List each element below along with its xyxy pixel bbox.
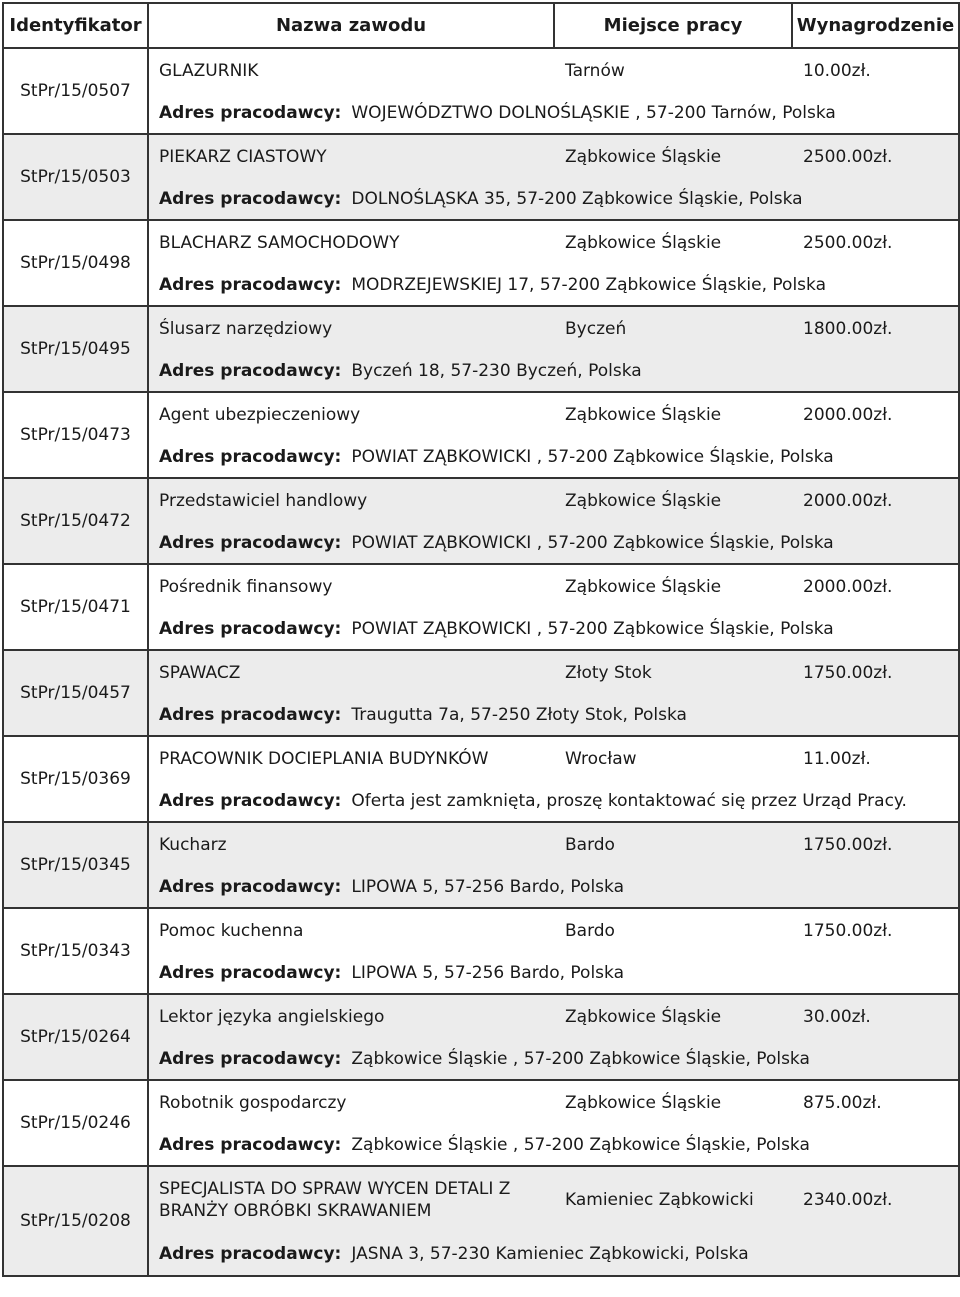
offer-details <box>148 822 959 908</box>
offer-details <box>148 1166 959 1276</box>
employer-address-label: Adres pracodawcy: <box>159 361 342 381</box>
offer-main-line <box>149 909 958 953</box>
offer-main-line <box>149 307 958 351</box>
job-row <box>3 392 959 478</box>
employer-address: Traugutta 7a, 57-250 Złoty Stok, Polska <box>351 705 687 725</box>
offer-details <box>148 392 959 478</box>
salary-value: 1750.00zł. <box>803 921 893 941</box>
occupation-name: Robotnik gospodarczy <box>159 1093 347 1113</box>
offer-main-line <box>149 995 958 1039</box>
occupation-name: PRACOWNIK DOCIEPLANIA BUDYNKÓW <box>159 749 489 769</box>
employer-address-line <box>149 265 958 305</box>
job-row <box>3 908 959 994</box>
offer-details <box>148 134 959 220</box>
salary-value: 2000.00zł. <box>803 577 893 597</box>
occupation-name: Agent ubezpieczeniowy <box>159 405 361 425</box>
offer-id: StPr/15/0495 <box>3 306 148 392</box>
offer-details <box>148 564 959 650</box>
offer-id: StPr/15/0457 <box>3 650 148 736</box>
job-row <box>3 1080 959 1166</box>
employer-address-line <box>149 523 958 563</box>
header-id: Identyfikator <box>3 3 148 48</box>
employer-address-label: Adres pracodawcy: <box>159 963 342 983</box>
employer-address-line <box>149 1125 958 1165</box>
employer-address-label: Adres pracodawcy: <box>159 189 342 209</box>
work-place: Wrocław <box>565 749 637 769</box>
header-salary: Wynagrodzenie <box>792 3 959 48</box>
occupation-name: Pomoc kuchenna <box>159 921 304 941</box>
offer-details <box>148 1080 959 1166</box>
table-body <box>3 48 959 1276</box>
offer-id: StPr/15/0343 <box>3 908 148 994</box>
employer-address-line <box>149 609 958 649</box>
salary-value: 30.00zł. <box>803 1007 871 1027</box>
employer-address-line <box>149 179 958 219</box>
offer-main-line <box>149 393 958 437</box>
employer-address-label: Adres pracodawcy: <box>159 103 342 123</box>
offer-id: StPr/15/0507 <box>3 48 148 134</box>
work-place: Bardo <box>565 835 615 855</box>
employer-address-label: Adres pracodawcy: <box>159 705 342 725</box>
job-row <box>3 650 959 736</box>
offer-id: StPr/15/0208 <box>3 1166 148 1276</box>
employer-address: MODRZEJEWSKIEJ 17, 57-200 Ząbkowice Śląskie, Polska <box>351 275 826 295</box>
salary-value: 1800.00zł. <box>803 319 893 339</box>
employer-address: WOJEWÓDZTWO DOLNOŚLĄSKIE , 57-200 Tarnów, Polska <box>351 103 836 123</box>
offer-id: StPr/15/0246 <box>3 1080 148 1166</box>
work-place: Ząbkowice Śląskie <box>565 233 722 253</box>
salary-value: 10.00zł. <box>803 61 871 81</box>
work-place: Kamieniec Ząbkowicki <box>565 1190 754 1210</box>
employer-address-label: Adres pracodawcy: <box>159 533 342 553</box>
occupation-name: BLACHARZ SAMOCHODOWY <box>159 233 400 253</box>
offer-id: StPr/15/0472 <box>3 478 148 564</box>
work-place: Ząbkowice Śląskie <box>565 577 722 597</box>
salary-value: 875.00zł. <box>803 1093 882 1113</box>
employer-address-line <box>149 1233 958 1275</box>
offer-id: StPr/15/0473 <box>3 392 148 478</box>
employer-address-label: Adres pracodawcy: <box>159 877 342 897</box>
occupation-name: Pośrednik finansowy <box>159 577 333 597</box>
occupation-name: Kucharz <box>159 835 227 855</box>
employer-address-line <box>149 781 958 821</box>
job-row <box>3 736 959 822</box>
employer-address-line <box>149 437 958 477</box>
offer-details <box>148 306 959 392</box>
employer-address: Byczeń 18, 57-230 Byczeń, Polska <box>351 361 642 381</box>
employer-address-label: Adres pracodawcy: <box>159 1049 342 1069</box>
employer-address: JASNA 3, 57-230 Kamieniec Ząbkowicki, Polska <box>351 1244 749 1264</box>
job-row <box>3 478 959 564</box>
table-header <box>3 3 959 48</box>
employer-address-label: Adres pracodawcy: <box>159 447 342 467</box>
employer-address: POWIAT ZĄBKOWICKI , 57-200 Ząbkowice Śląskie, Polska <box>351 533 834 553</box>
job-offers-table <box>2 2 960 1277</box>
offer-details <box>148 220 959 306</box>
offer-details <box>148 650 959 736</box>
employer-address-label: Adres pracodawcy: <box>159 1244 342 1264</box>
employer-address-line <box>149 351 958 391</box>
offer-main-line <box>149 479 958 523</box>
work-place: Bardo <box>565 921 615 941</box>
work-place: Ząbkowice Śląskie <box>565 147 722 167</box>
offer-main-line <box>149 1167 958 1233</box>
offer-main-line <box>149 221 958 265</box>
offer-id: StPr/15/0345 <box>3 822 148 908</box>
employer-address: DOLNOŚLĄSKA 35, 57-200 Ząbkowice Śląskie, Polska <box>351 189 803 209</box>
employer-address: Ząbkowice Śląskie , 57-200 Ząbkowice Śląskie, Polska <box>351 1135 810 1155</box>
work-place: Złoty Stok <box>565 663 652 683</box>
employer-address-line <box>149 695 958 735</box>
offer-details <box>148 736 959 822</box>
offer-main-line <box>149 651 958 695</box>
work-place: Ząbkowice Śląskie <box>565 1007 722 1027</box>
offer-main-line <box>149 823 958 867</box>
offer-id: StPr/15/0471 <box>3 564 148 650</box>
offer-details <box>148 48 959 134</box>
salary-value: 2000.00zł. <box>803 491 893 511</box>
job-row <box>3 220 959 306</box>
employer-address-line <box>149 867 958 907</box>
work-place: Tarnów <box>565 61 625 81</box>
employer-address: LIPOWA 5, 57-256 Bardo, Polska <box>351 877 625 897</box>
employer-address: Ząbkowice Śląskie , 57-200 Ząbkowice Śląskie, Polska <box>351 1049 810 1069</box>
employer-address-label: Adres pracodawcy: <box>159 275 342 295</box>
salary-value: 2340.00zł. <box>803 1190 893 1210</box>
offer-main-line <box>149 565 958 609</box>
occupation-name: Lektor języka angielskiego <box>159 1007 385 1027</box>
offer-id: StPr/15/0498 <box>3 220 148 306</box>
offer-id: StPr/15/0264 <box>3 994 148 1080</box>
job-row <box>3 994 959 1080</box>
offer-main-line <box>149 1081 958 1125</box>
header-place: Miejsce pracy <box>554 3 792 48</box>
employer-address-label: Adres pracodawcy: <box>159 1135 342 1155</box>
offer-main-line <box>149 49 958 93</box>
offer-details <box>148 478 959 564</box>
employer-address: LIPOWA 5, 57-256 Bardo, Polska <box>351 963 625 983</box>
job-row <box>3 48 959 134</box>
work-place: Ząbkowice Śląskie <box>565 405 722 425</box>
employer-address-line <box>149 1039 958 1079</box>
employer-address-line <box>149 953 958 993</box>
work-place: Ząbkowice Śląskie <box>565 491 722 511</box>
occupation-name: Ślusarz narzędziowy <box>159 319 333 339</box>
job-row <box>3 1166 959 1276</box>
work-place: Ząbkowice Śląskie <box>565 1093 722 1113</box>
offer-main-line <box>149 737 958 781</box>
job-row <box>3 134 959 220</box>
offer-details <box>148 908 959 994</box>
salary-value: 2000.00zł. <box>803 405 893 425</box>
job-row <box>3 822 959 908</box>
salary-value: 2500.00zł. <box>803 233 893 253</box>
employer-address-line <box>149 93 958 133</box>
offer-id: StPr/15/0369 <box>3 736 148 822</box>
occupation-name: PIEKARZ CIASTOWY <box>159 147 327 167</box>
employer-address: POWIAT ZĄBKOWICKI , 57-200 Ząbkowice Śląskie, Polska <box>351 447 834 467</box>
employer-address: POWIAT ZĄBKOWICKI , 57-200 Ząbkowice Śląskie, Polska <box>351 619 834 639</box>
salary-value: 1750.00zł. <box>803 663 893 683</box>
offer-details <box>148 994 959 1080</box>
job-row <box>3 306 959 392</box>
occupation-name: SPAWACZ <box>159 663 241 683</box>
occupation-name: SPECJALISTA DO SPRAW WYCEN DETALI Z BRANŻY OBRÓBKI SKRAWANIEM <box>159 1179 511 1221</box>
employer-address: Oferta jest zamknięta, proszę kontaktować się przez Urząd Pracy. <box>351 791 907 811</box>
occupation-name: GLAZURNIK <box>159 61 259 81</box>
header-occupation: Nazwa zawodu <box>148 3 554 48</box>
occupation-name: Przedstawiciel handlowy <box>159 491 368 511</box>
offer-main-line <box>149 135 958 179</box>
salary-value: 11.00zł. <box>803 749 871 769</box>
salary-value: 1750.00zł. <box>803 835 893 855</box>
employer-address-label: Adres pracodawcy: <box>159 619 342 639</box>
work-place: Byczeń <box>565 319 627 339</box>
employer-address-label: Adres pracodawcy: <box>159 791 342 811</box>
offer-id: StPr/15/0503 <box>3 134 148 220</box>
job-row <box>3 564 959 650</box>
salary-value: 2500.00zł. <box>803 147 893 167</box>
